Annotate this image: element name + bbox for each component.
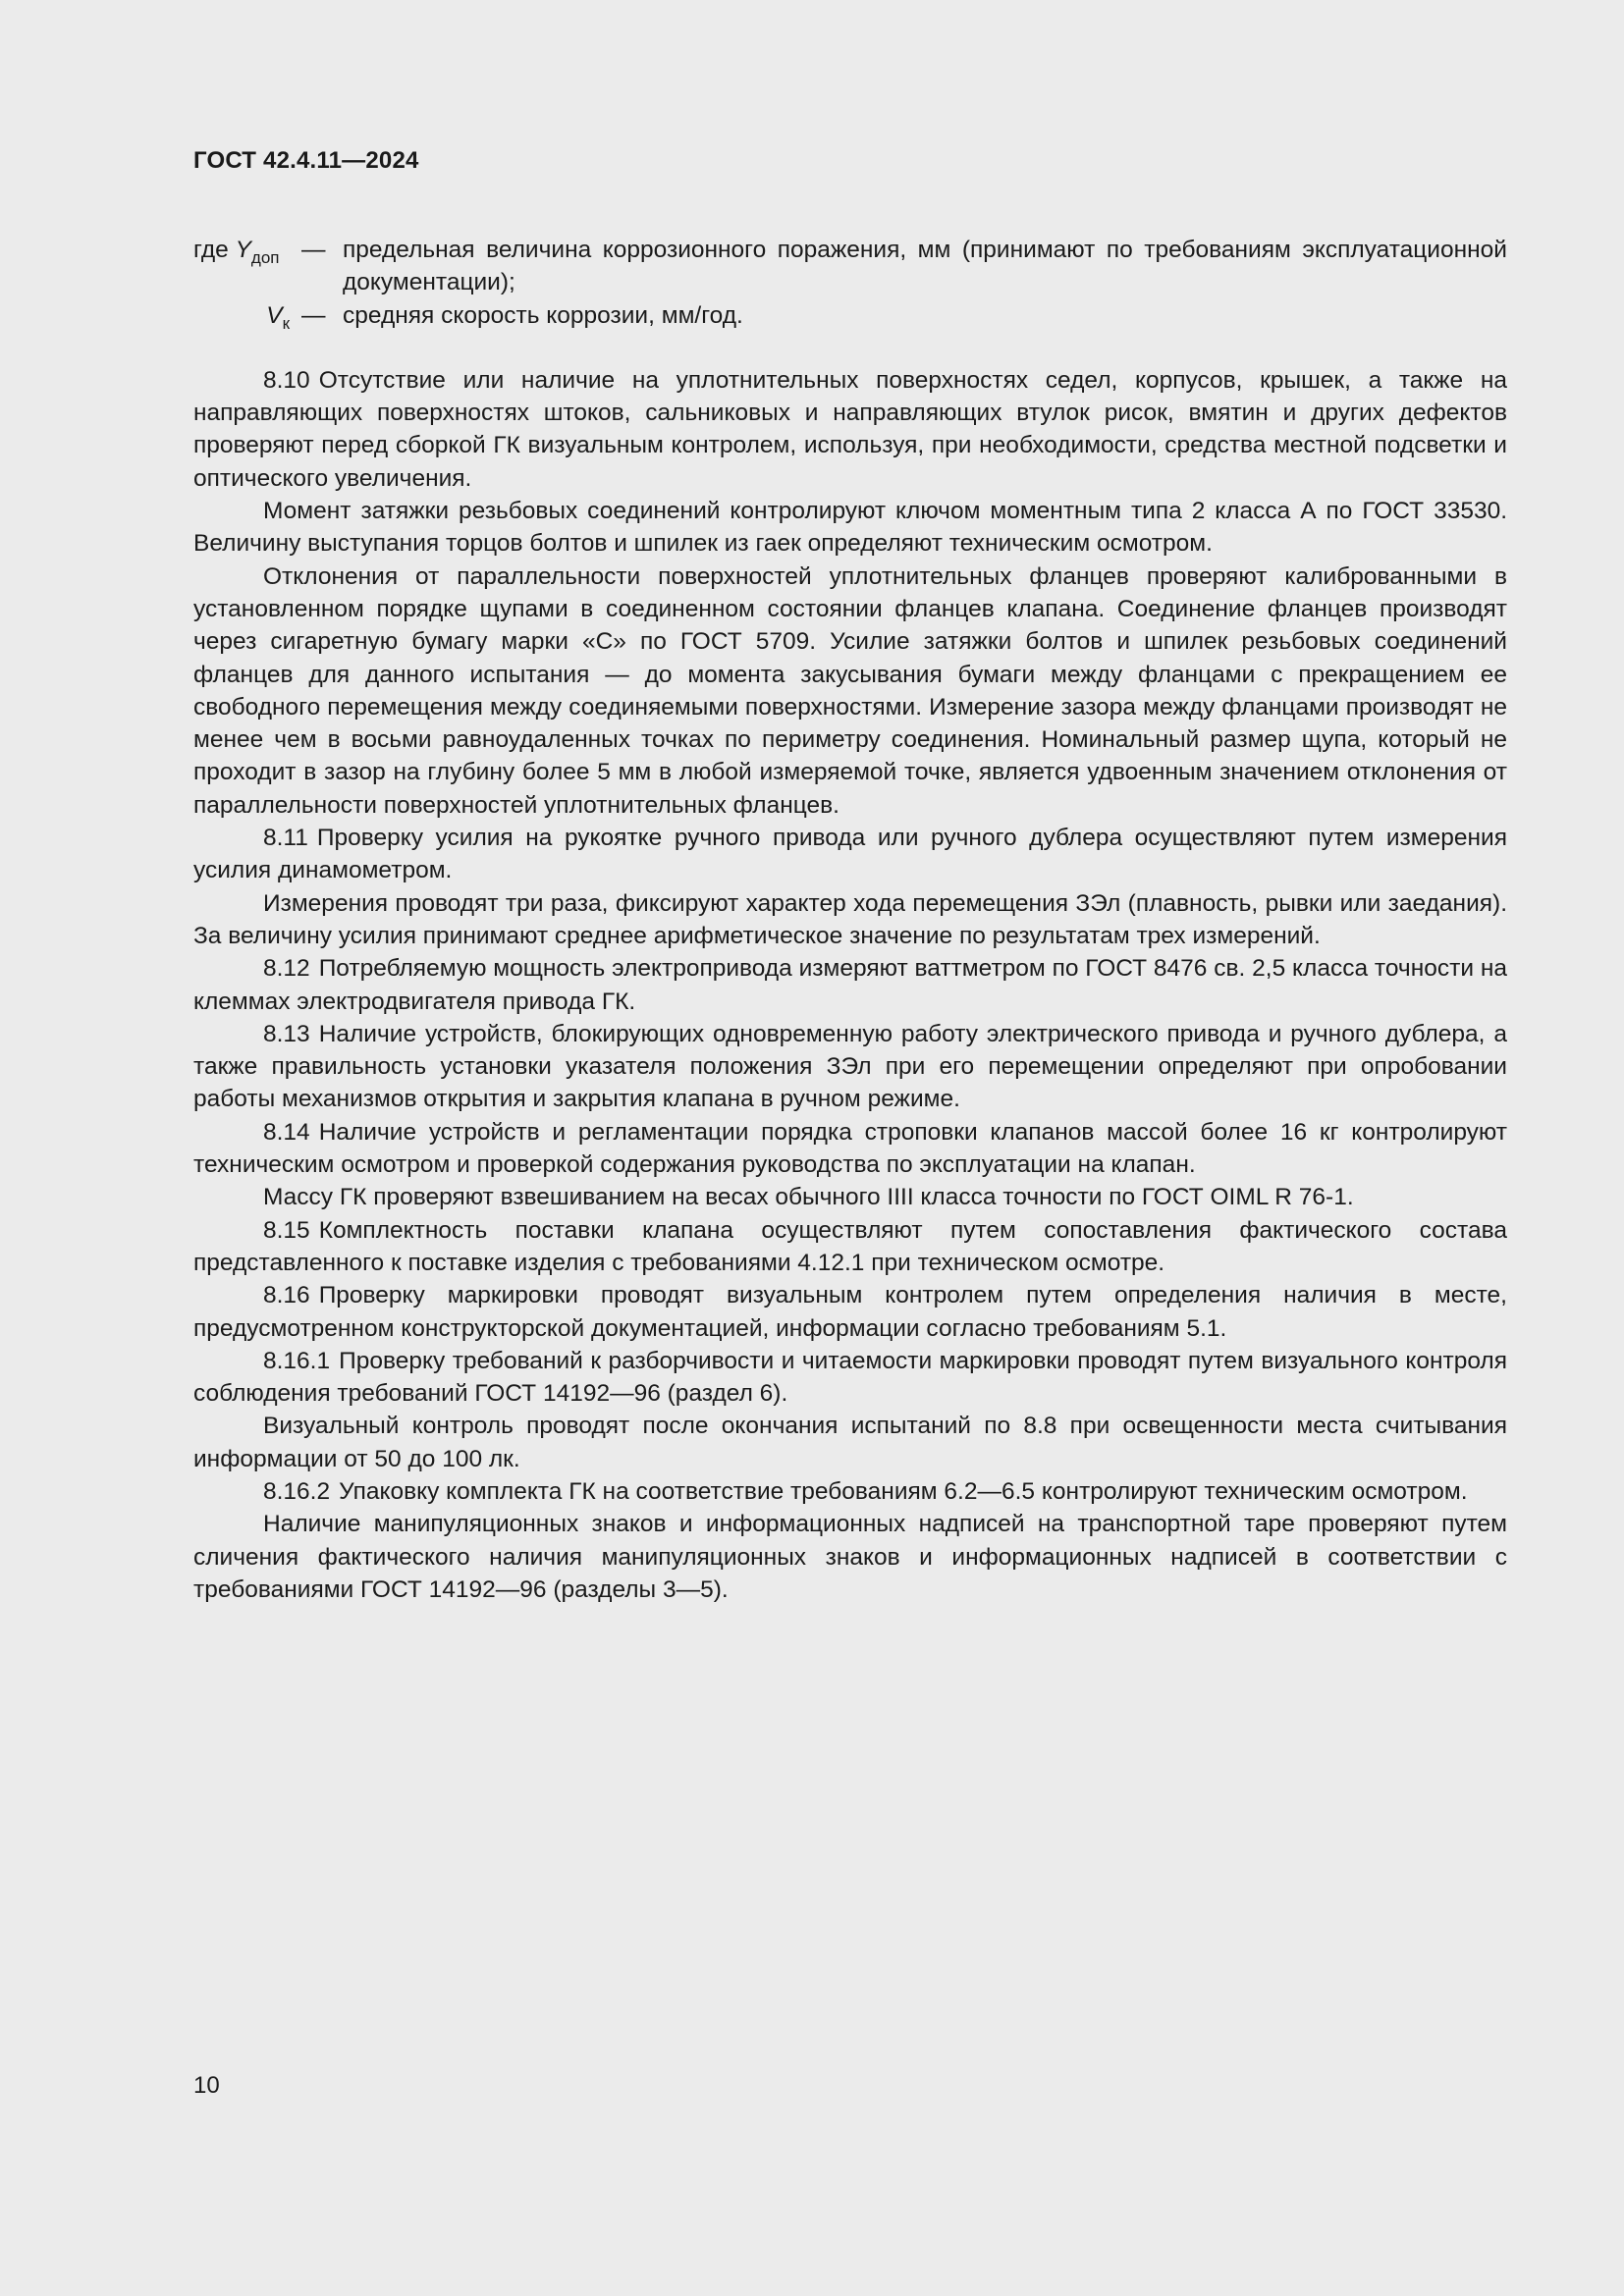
paragraph-text: Проверку маркировки проводят визуальным контролем путем определения наличия в месте, предусмотренном конструкторской документацией, информации согласно требованиям 5.1. <box>193 1282 1507 1342</box>
paragraph-text: Наличие манипуляционных знаков и информационных надписей на транспортной таре проверяют путем сличения фактического наличия манипуляционных знаков и информационных надписей в соответствии с требованиями ГОСТ 14192—96 (разделы 3—5). <box>193 1511 1507 1603</box>
paragraph <box>193 495 1507 561</box>
paragraph-text: Отсутствие или наличие на уплотнительных поверхностях седел, корпусов, крышек, а также на направляющих поверхностях штоков, сальниковых и направляющих втулок рисок, вмятин и других дефектов проверяют перед сборкой ГК визуальным контролем, используя, при необходимости, средства местной подсветки и оптического увеличения. <box>193 366 1507 492</box>
document-header: ГОСТ 42.4.11—2024 <box>193 147 419 174</box>
clause-number: 8.16.1 <box>263 1347 331 1374</box>
paragraph <box>193 1181 1507 1213</box>
paragraph <box>193 1345 1507 1411</box>
paragraph-text: Измерения проводят три раза, фиксируют характер хода перемещения ЗЭл (плавность, рывки или заедания). За величину усилия принимают среднее арифметическое значение по результатам трех измерений. <box>193 889 1507 949</box>
where-label-1 <box>193 234 301 299</box>
paragraph-text: Наличие устройств и регламентации порядка строповки клапанов массой более 16 кг контролируют техническим осмотром и проверкой содержания руководства по эксплуатации на клапан. <box>193 1118 1507 1179</box>
em-dash: — <box>301 237 326 263</box>
document-body <box>193 234 1507 1606</box>
paragraph <box>193 1116 1507 1182</box>
variable-symbol: $Y_{доп}$ <box>235 237 280 267</box>
paragraph <box>193 952 1507 1018</box>
paragraph <box>193 822 1507 887</box>
clause-number: 8.10 <box>263 366 310 394</box>
clause-number: 8.16.2 <box>263 1477 331 1505</box>
paragraph-text: Проверку требований к разборчивости и читаемости маркировки проводят путем визуального контроля соблюдения требований ГОСТ 14192—96 (раздел 6). <box>193 1347 1507 1408</box>
paragraph-text: Комплектность поставки клапана осуществляют путем сопоставления фактического состава представленного к поставке изделия с требованиями 4.12.1 при техническом осмотре. <box>193 1216 1507 1276</box>
paragraph-text: Проверку усилия на рукоятке ручного привода или ручного дублера осуществляют путем измерения усилия динамометром. <box>193 825 1507 884</box>
paragraph <box>193 561 1507 822</box>
paragraph-text: Момент затяжки резьбовых соединений контролируют ключом моментным типа 2 класса А по ГОСТ 33530. Величину выступания торцов болтов и шпилек из гаек определяют техническим осмотром. <box>193 498 1507 558</box>
variable-symbol: $V_к$ <box>266 301 290 333</box>
em-dash: — <box>301 301 326 329</box>
where-intro: где <box>193 237 229 263</box>
paragraph <box>193 1214 1507 1280</box>
paragraph <box>193 1475 1507 1508</box>
variable-description: средняя скорость коррозии, мм/год. <box>343 301 743 329</box>
paragraph <box>193 1508 1507 1606</box>
variable-description: предельная величина коррозионного поражения, мм (принимают по требованиям эксплуатационной документации); <box>343 237 1507 296</box>
where-block <box>193 234 1507 340</box>
page-number: 10 <box>193 2072 220 2099</box>
paragraph <box>193 1018 1507 1116</box>
clause-number: 8.15 <box>263 1216 310 1244</box>
clause-number: 8.11 <box>263 825 308 852</box>
paragraph-text: Массу ГК проверяют взвешиванием на весах обычного IIII класса точности по ГОСТ OIML R 76-1. <box>263 1184 1354 1211</box>
clause-number: 8.12 <box>263 955 310 983</box>
paragraph <box>193 1410 1507 1475</box>
clause-number: 8.14 <box>263 1118 310 1146</box>
paragraph <box>193 887 1507 953</box>
paragraph <box>193 1279 1507 1345</box>
clause-number: 8.16 <box>263 1282 310 1309</box>
paragraph <box>193 364 1507 495</box>
paragraph-text: Визуальный контроль проводят после окончания испытаний по 8.8 при освещенности места считывания информации от 50 до 100 лк. <box>193 1413 1507 1472</box>
paragraph-text: Отклонения от параллельности поверхностей уплотнительных фланцев проверяют калиброванными в установленном порядке щупами в соединенном состоянии фланцев клапана. Соединение фланцев производят через сигаретную бумагу марки «С» по ГОСТ 5709. Усилие затяжки болтов и шпилек резьбовых соединений фланцев для данного испытания — до момента закусывания бумаги между фланцами с прекращением ее свободного перемещения между соединяемыми поверхностями. Измерение зазора между фланцами производят не менее чем в восьми равноудаленных точках по периметру соединения. Номинальный размер щупа, который не проходит в зазор на глубину более 5 мм в любой измеряемой точке, является удвоенным значением отклонения от параллельности поверхностей уплотнительных фланцев. <box>193 562 1507 819</box>
where-label-2 <box>193 299 301 340</box>
paragraph-text: Наличие устройств, блокирующих одновременную работу электрического привода и ручного дублера, а также правильность установки указателя положения ЗЭл при его перемещении определяют при опробовании работы механизмов открытия и закрытия клапана в ручном режиме. <box>193 1020 1507 1113</box>
paragraph-text: Потребляемую мощность электропривода измеряют ваттметром по ГОСТ 8476 св. 2,5 класса точности на клеммах электродвигателя привода ГК. <box>193 955 1507 1015</box>
clause-number: 8.13 <box>263 1020 310 1047</box>
paragraph-text: Упаковку комплекта ГК на соответствие требованиям 6.2—6.5 контролируют техническим осмотром. <box>339 1477 1468 1505</box>
